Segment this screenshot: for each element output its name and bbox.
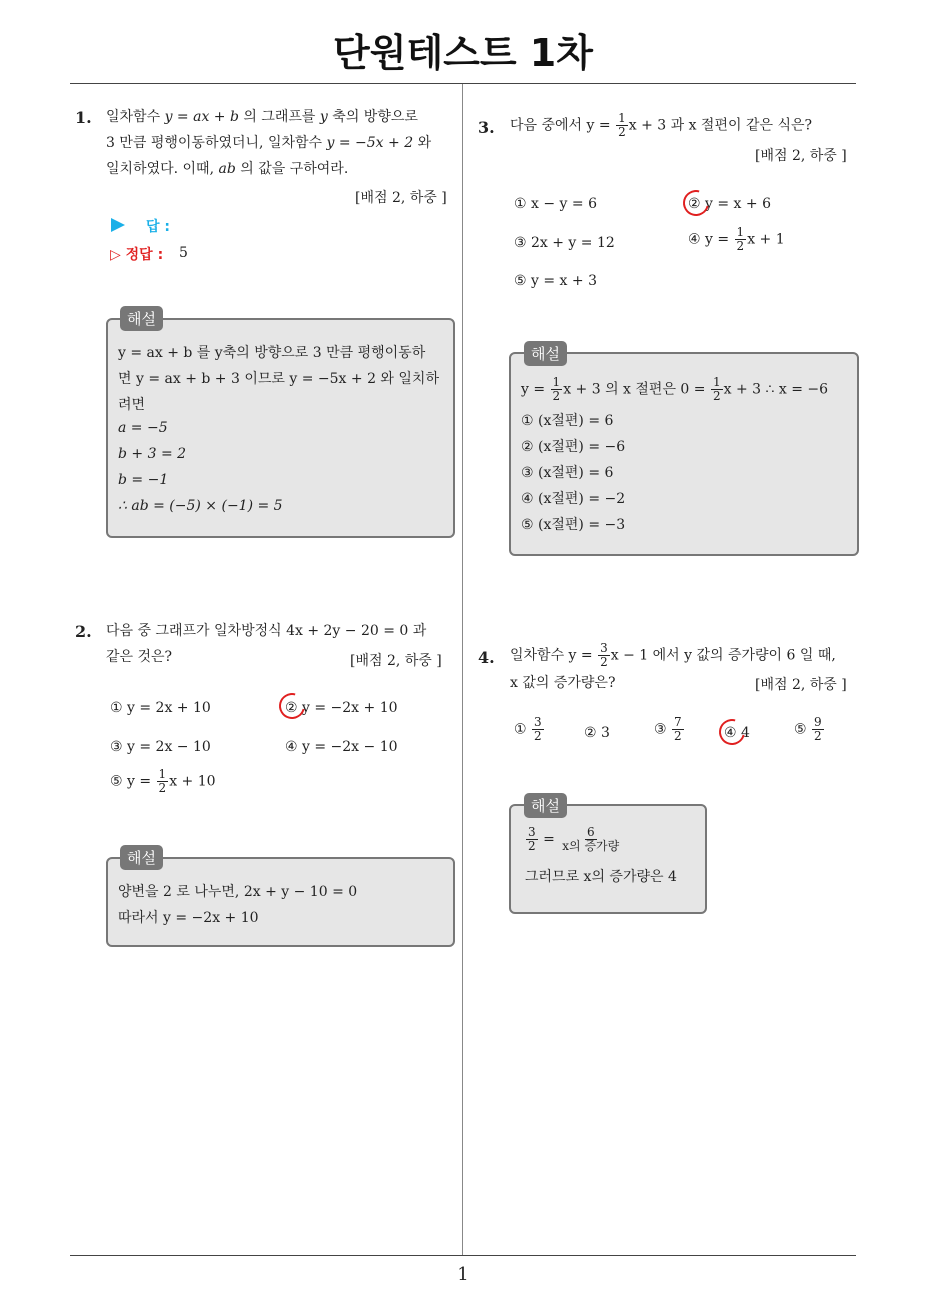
question-number: 1. — [75, 108, 92, 127]
score-meta: [배점 2, 하중 ] — [350, 653, 442, 669]
choice-5[interactable]: ⑤ $\frac{9}{2}$ — [794, 715, 822, 743]
selected-circle-icon — [274, 688, 310, 724]
header-divider — [70, 83, 856, 84]
choice-3[interactable]: ③ $\frac{7}{2}$ — [654, 715, 682, 743]
question-number: 4. — [478, 648, 495, 667]
choice-1[interactable]: ① x − y = 6 — [514, 196, 597, 212]
page-title: 단원테스트 1차 — [333, 31, 593, 75]
choice-3[interactable]: ③ 2x + y = 12 — [514, 235, 615, 251]
score-meta: [배점 2, 하중 ] — [355, 190, 447, 206]
selected-circle-icon — [678, 185, 714, 221]
correct-answer-value: 5 — [179, 245, 188, 261]
explanation-line: $\frac{3}{2}$ = $\frac{6}{\text{x의 증가량}}$ — [528, 825, 620, 853]
question-stem: 다음 중에서 y = $\frac{1}{2}$ x + 3 과 x 절편이 같은 식은? — [510, 111, 812, 139]
explanation-tag: 해설 — [120, 845, 163, 870]
explanation-box — [106, 857, 455, 947]
score-meta: [배점 2, 하중 ] — [755, 148, 847, 164]
explanation-tag: 해설 — [524, 341, 567, 366]
column-divider — [462, 84, 463, 1256]
explanation-line: ③ (x절편) = 6 — [521, 465, 614, 481]
choice-1[interactable]: ① $\frac{3}{2}$ — [514, 715, 542, 743]
explanation-line: ① (x절편) = 6 — [521, 413, 614, 429]
question-stem: 다음 중 그래프가 일차방정식 4x + 2y − 20 = 0 과 — [106, 623, 427, 639]
explanation-line: ∴ ab = (−5) × (−1) = 5 — [118, 498, 283, 514]
explanation-line: b = −1 — [118, 472, 169, 488]
explanation-box — [509, 804, 707, 914]
choice-4[interactable]: ④ y = −2x − 10 — [285, 739, 398, 755]
selected-circle-icon — [714, 714, 750, 750]
explanation-line: 면 y = ax + b + 3 이므로 y = −5x + 2 와 일치하 — [118, 371, 439, 387]
explanation-line: 그러므로 x의 증가량은 4 — [525, 869, 677, 885]
correct-answer-label: ▷ 정답 : — [110, 247, 164, 263]
question-stem: 같은 것은? — [106, 649, 173, 665]
choice-4[interactable]: ④ y = $\frac{1}{2}$ x + 1 — [688, 225, 785, 253]
choice-4[interactable]: ④ 4 — [724, 725, 750, 741]
question-stem: 일차함수 y = ax + b 의 그래프를 y 축의 방향으로 3 만큼 평행이동하였더니, 일차함수 y = −5x + 2 와 일치하였다. 이때, ab 의 값을 구하여라. — [106, 109, 432, 177]
question-number: 3. — [478, 118, 495, 137]
explanation-line: y = $\frac{1}{2}$ x + 3 의 x 절편은 0 = $\frac{1}{2}$ x + 3 ∴ x = −6 — [521, 375, 829, 403]
explanation-tag: 해설 — [524, 793, 567, 818]
choice-2[interactable]: ② 3 — [584, 725, 610, 741]
explanation-line: 따라서 y = −2x + 10 — [118, 910, 259, 926]
choice-5[interactable]: ⑤ y = x + 3 — [514, 273, 597, 289]
choice-3[interactable]: ③ y = 2x − 10 — [110, 739, 211, 755]
explanation-box — [106, 318, 455, 538]
question-stem: 일차함수 y = $\frac{3}{2}$ x − 1 에서 y 값의 증가량이 6 일 때, — [510, 641, 836, 669]
score-meta: [배점 2, 하중 ] — [755, 677, 847, 693]
question-number: 2. — [75, 622, 92, 641]
explanation-line: ④ (x절편) = −2 — [521, 491, 626, 507]
explanation-line: a = −5 — [118, 420, 168, 436]
explanation-box — [509, 352, 859, 556]
explanation-line: ② (x절편) = −6 — [521, 439, 626, 455]
explanation-line: b + 3 = 2 — [118, 446, 187, 462]
explanation-tag: 해설 — [120, 306, 163, 331]
choice-5[interactable]: ⑤ y = $\frac{1}{2}$ x + 10 — [110, 767, 216, 795]
explanation-line: ⑤ (x절편) = −3 — [521, 517, 626, 533]
choice-2[interactable]: ② y = x + 6 — [688, 196, 771, 212]
explanation-line: 양변을 2 로 나누면, 2x + y − 10 = 0 — [118, 884, 358, 900]
choice-1[interactable]: ① y = 2x + 10 — [110, 700, 211, 716]
choice-2[interactable]: ② y = −2x + 10 — [285, 700, 398, 716]
question-stem: x 값의 증가량은? — [510, 675, 616, 691]
page-number: 1 — [457, 1264, 469, 1285]
explanation-line: 려면 — [118, 397, 146, 413]
answer-triangle-icon — [111, 218, 125, 232]
answer-label: 답 : — [146, 219, 170, 235]
footer-divider — [70, 1255, 856, 1256]
explanation-line: y = ax + b 를 y축의 방향으로 3 만큼 평행이동하 — [118, 345, 426, 361]
